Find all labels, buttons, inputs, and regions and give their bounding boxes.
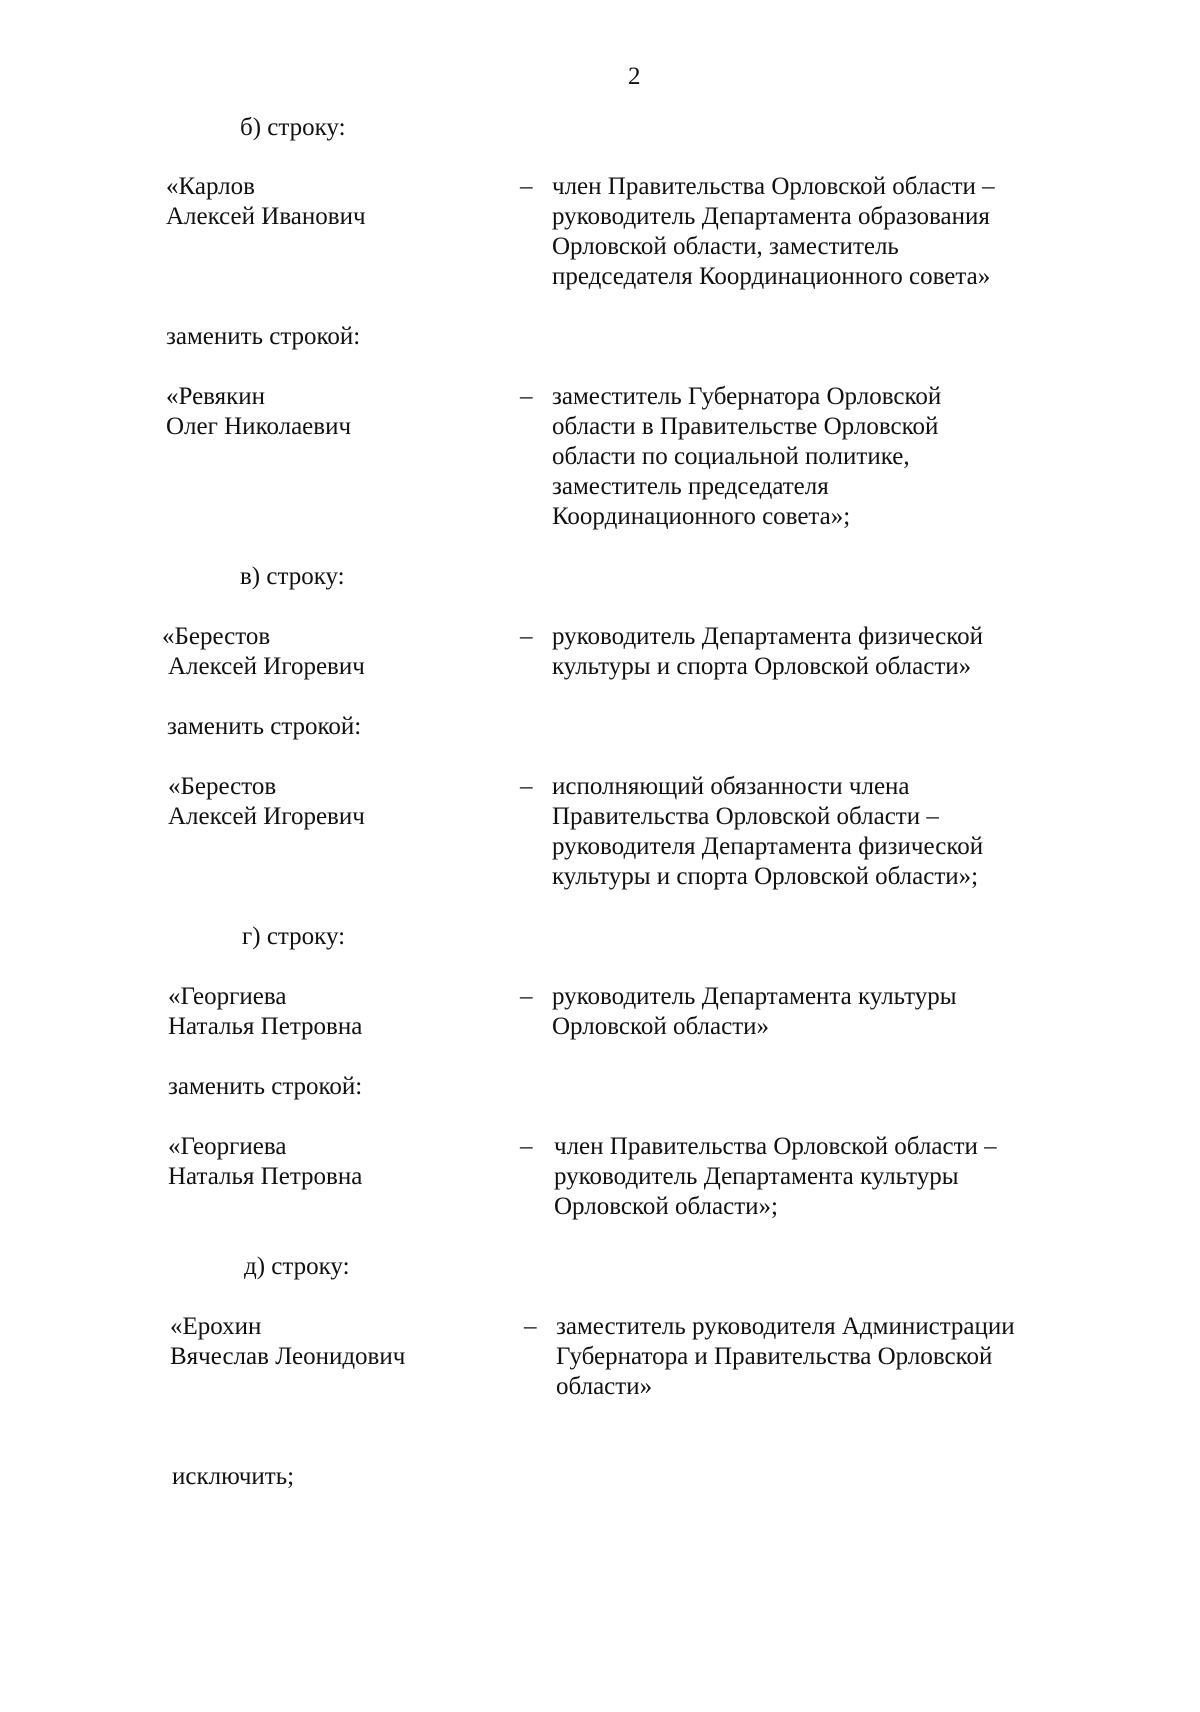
entry-revyakin-desc-line: заместитель председателя bbox=[552, 473, 829, 500]
entry-georgieva-old-desc-line: руководитель Департамента культуры bbox=[552, 983, 957, 1010]
entry-revyakin-surname: «Ревякин bbox=[166, 383, 266, 410]
entry-karlov-desc-line: Орловской области, заместитель bbox=[552, 233, 899, 260]
entry-erokhin-desc-line: области» bbox=[556, 1373, 653, 1400]
entry-georgieva-old-desc-line: Орловской области» bbox=[552, 1013, 770, 1040]
entry-erokhin-surname: «Ерохин bbox=[170, 1313, 262, 1340]
entry-dash: – bbox=[520, 173, 533, 200]
entry-karlov-desc-line: председателя Координационного совета» bbox=[552, 263, 991, 290]
entry-georgieva-new-desc-line: Орловской области»; bbox=[554, 1193, 778, 1220]
entry-dash: – bbox=[520, 383, 533, 410]
entry-georgieva-old-surname: «Георгиева bbox=[168, 983, 287, 1010]
replace-label: заменить строкой: bbox=[168, 1073, 363, 1100]
entry-georgieva-old-given: Наталья Петровна bbox=[168, 1013, 363, 1040]
entry-revyakin-desc-line: области по социальной политике, bbox=[552, 443, 910, 470]
entry-georgieva-new-desc-line: руководитель Департамента культуры bbox=[554, 1163, 959, 1190]
entry-karlov-given: Алексей Иванович bbox=[166, 203, 366, 230]
entry-berestov-new-desc-line: культуры и спорта Орловской области»; bbox=[552, 863, 979, 890]
entry-dash: – bbox=[520, 983, 533, 1010]
entry-erokhin-desc-line: Губернатора и Правительства Орловской bbox=[556, 1343, 993, 1370]
exclude-label: исключить; bbox=[172, 1463, 295, 1490]
entry-revyakin-desc-line: Координационного совета»; bbox=[552, 503, 851, 530]
entry-erokhin-desc-line: заместитель руководителя Администрации bbox=[556, 1313, 1015, 1340]
section-v-label: в) строку: bbox=[240, 563, 345, 590]
replace-label: заменить строкой: bbox=[166, 323, 361, 350]
entry-erokhin-given: Вячеслав Леонидович bbox=[170, 1343, 406, 1370]
entry-dash: – bbox=[520, 623, 533, 650]
entry-dash: – bbox=[524, 1313, 537, 1340]
entry-berestov-new-given: Алексей Игоревич bbox=[168, 803, 365, 830]
entry-karlov-desc-line: член Правительства Орловской области – bbox=[552, 173, 995, 200]
page-number: 2 bbox=[628, 63, 641, 90]
entry-berestov-old-given: Алексей Игоревич bbox=[168, 653, 365, 680]
entry-dash: – bbox=[520, 773, 533, 800]
section-d-label: д) строку: bbox=[244, 1253, 350, 1280]
entry-dash: – bbox=[520, 1133, 533, 1160]
entry-berestov-old-surname: «Берестов bbox=[162, 623, 271, 650]
entry-karlov-desc-line: руководитель Департамента образования bbox=[552, 203, 990, 230]
entry-berestov-new-desc-line: исполняющий обязанности члена bbox=[552, 773, 910, 800]
entry-berestov-new-desc-line: Правительства Орловской области – bbox=[552, 803, 939, 830]
entry-berestov-old-desc-line: культуры и спорта Орловской области» bbox=[552, 653, 972, 680]
section-g-label: г) строку: bbox=[242, 923, 346, 950]
entry-georgieva-new-desc-line: член Правительства Орловской области – bbox=[554, 1133, 997, 1160]
entry-georgieva-new-given: Наталья Петровна bbox=[168, 1163, 363, 1190]
entry-karlov-surname: «Карлов bbox=[166, 173, 255, 200]
entry-revyakin-desc-line: заместитель Губернатора Орловской bbox=[552, 383, 942, 410]
section-b-label: б) строку: bbox=[240, 114, 346, 141]
entry-berestov-new-surname: «Берестов bbox=[168, 773, 277, 800]
entry-berestov-new-desc-line: руководителя Департамента физической bbox=[552, 833, 984, 860]
entry-revyakin-given: Олег Николаевич bbox=[166, 413, 352, 440]
entry-georgieva-new-surname: «Георгиева bbox=[168, 1133, 287, 1160]
replace-label: заменить строкой: bbox=[167, 713, 362, 740]
entry-revyakin-desc-line: области в Правительстве Орловской bbox=[552, 413, 939, 440]
entry-berestov-old-desc-line: руководитель Департамента физической bbox=[552, 623, 983, 650]
